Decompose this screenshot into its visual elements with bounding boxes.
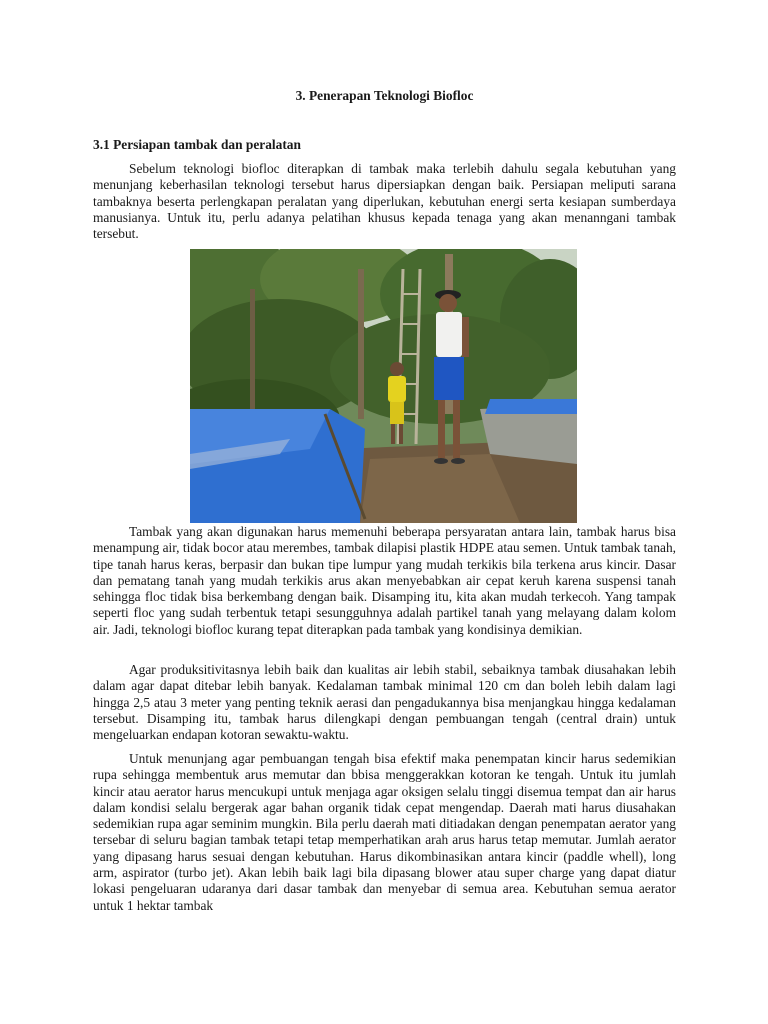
paragraph: Tambak yang akan digunakan harus memenuhi beberapa persyaratan antara lain, tambak harus bisa menampung air, tidak bocor atau merembes, tambak dilapisi plastik HDPE atau semen. Untuk tambak tanah, tipe tanah harus keras, berpasir dan bukan tipe lumpur yang mudah terkikis bila terkena arus kincir. Dasar dan pematang tanah yang mudah terkikis arus akan menyebabkan air cepat keruh karena suspensi tanah sehingga floc tidak bisa berkembang dengan baik. Disamping itu, kita akan mudah terkecoh. Yang tampak seperti floc yang sudah terbentuk tetapi sesungguhnya adalah partikel tanah yang melayang dalam kolom air. Jadi, teknologi biofloc kurang tepat diterapkan pada tambak yang kondisinya demikian. bbox=[93, 524, 676, 637]
page-title: 3. Penerapan Teknologi Biofloc bbox=[295, 88, 474, 103]
paragraph: Sebelum teknologi biofloc diterapkan di tambak maka terlebih dahulu segala kebutuhan yang menunjang keberhasilan teknologi tersebut harus dipersiapkan dengan baik. Persiapan meliputi sarana tambaknya beserta perlengkapan peralatan yang diperlukan, kebutuhan energi serta kesiapan sumberdaya manusianya. Untuk itu, perlu adanya pelatihan khusus kepada tenaga yang akan menanngani tambak tersebut. bbox=[93, 161, 676, 242]
section-heading: 3.1 Persiapan tambak dan peralatan bbox=[93, 137, 301, 152]
paragraph: Agar produksitivitasnya lebih baik dan kualitas air lebih stabil, sebaiknya tambak diusahakan lebih dalam agar dapat ditebar lebih banyak. Kedalaman tambak minimal 120 cm dan boleh lebih dalam lagi hingga 2,5 atau 3 meter yang penting teknik aerasi dan pengadukannya bisa menjangkau hingga kedalaman tersebut. Disamping itu, tambak harus dilengkapi dengan pembuangan tengah (central drain) untuk mengeluarkan endapan kotoran sewaktu-waktu. bbox=[93, 662, 676, 743]
pond-photo bbox=[190, 249, 577, 523]
paragraph: Untuk menunjang agar pembuangan tengah bisa efektif maka penempatan kincir harus sedemikian rupa sehingga membentuk arus memutar dan bbisa menggerakkan kotoran ke tengah. Untuk itu jumlah kincir atau aerator harus mencukupi untuk menjaga agar oksigen selalu tinggi disemua tempat dan air harus dalam kondisi selalu bergerak agar bahan organik tidak cepat mengendap. Daerah mati harus diusahakan sedemikian rupa agar seminim mungkin. Bila perlu daerah mati ditiadakan dengan penempatan aerator yang tersebar di seluru bagian tambak tetapi tetap memperhatikan arah arus harus tetap memutar. Jumlah aerator yang dipasang harus sesuai dengan kebutuhan. Harus dikombinasikan antara kincir (paddle whell), long arm, aspirator (turbo jet). Akan lebih baik lagi bila dipasang blower atau super charge yang dapat diatur lokasi pengeluaran udaranya dari dasar tambak dan menyebar di semua area. Kebutuhan semua aerator untuk 1 hektar tambak bbox=[93, 751, 676, 913]
